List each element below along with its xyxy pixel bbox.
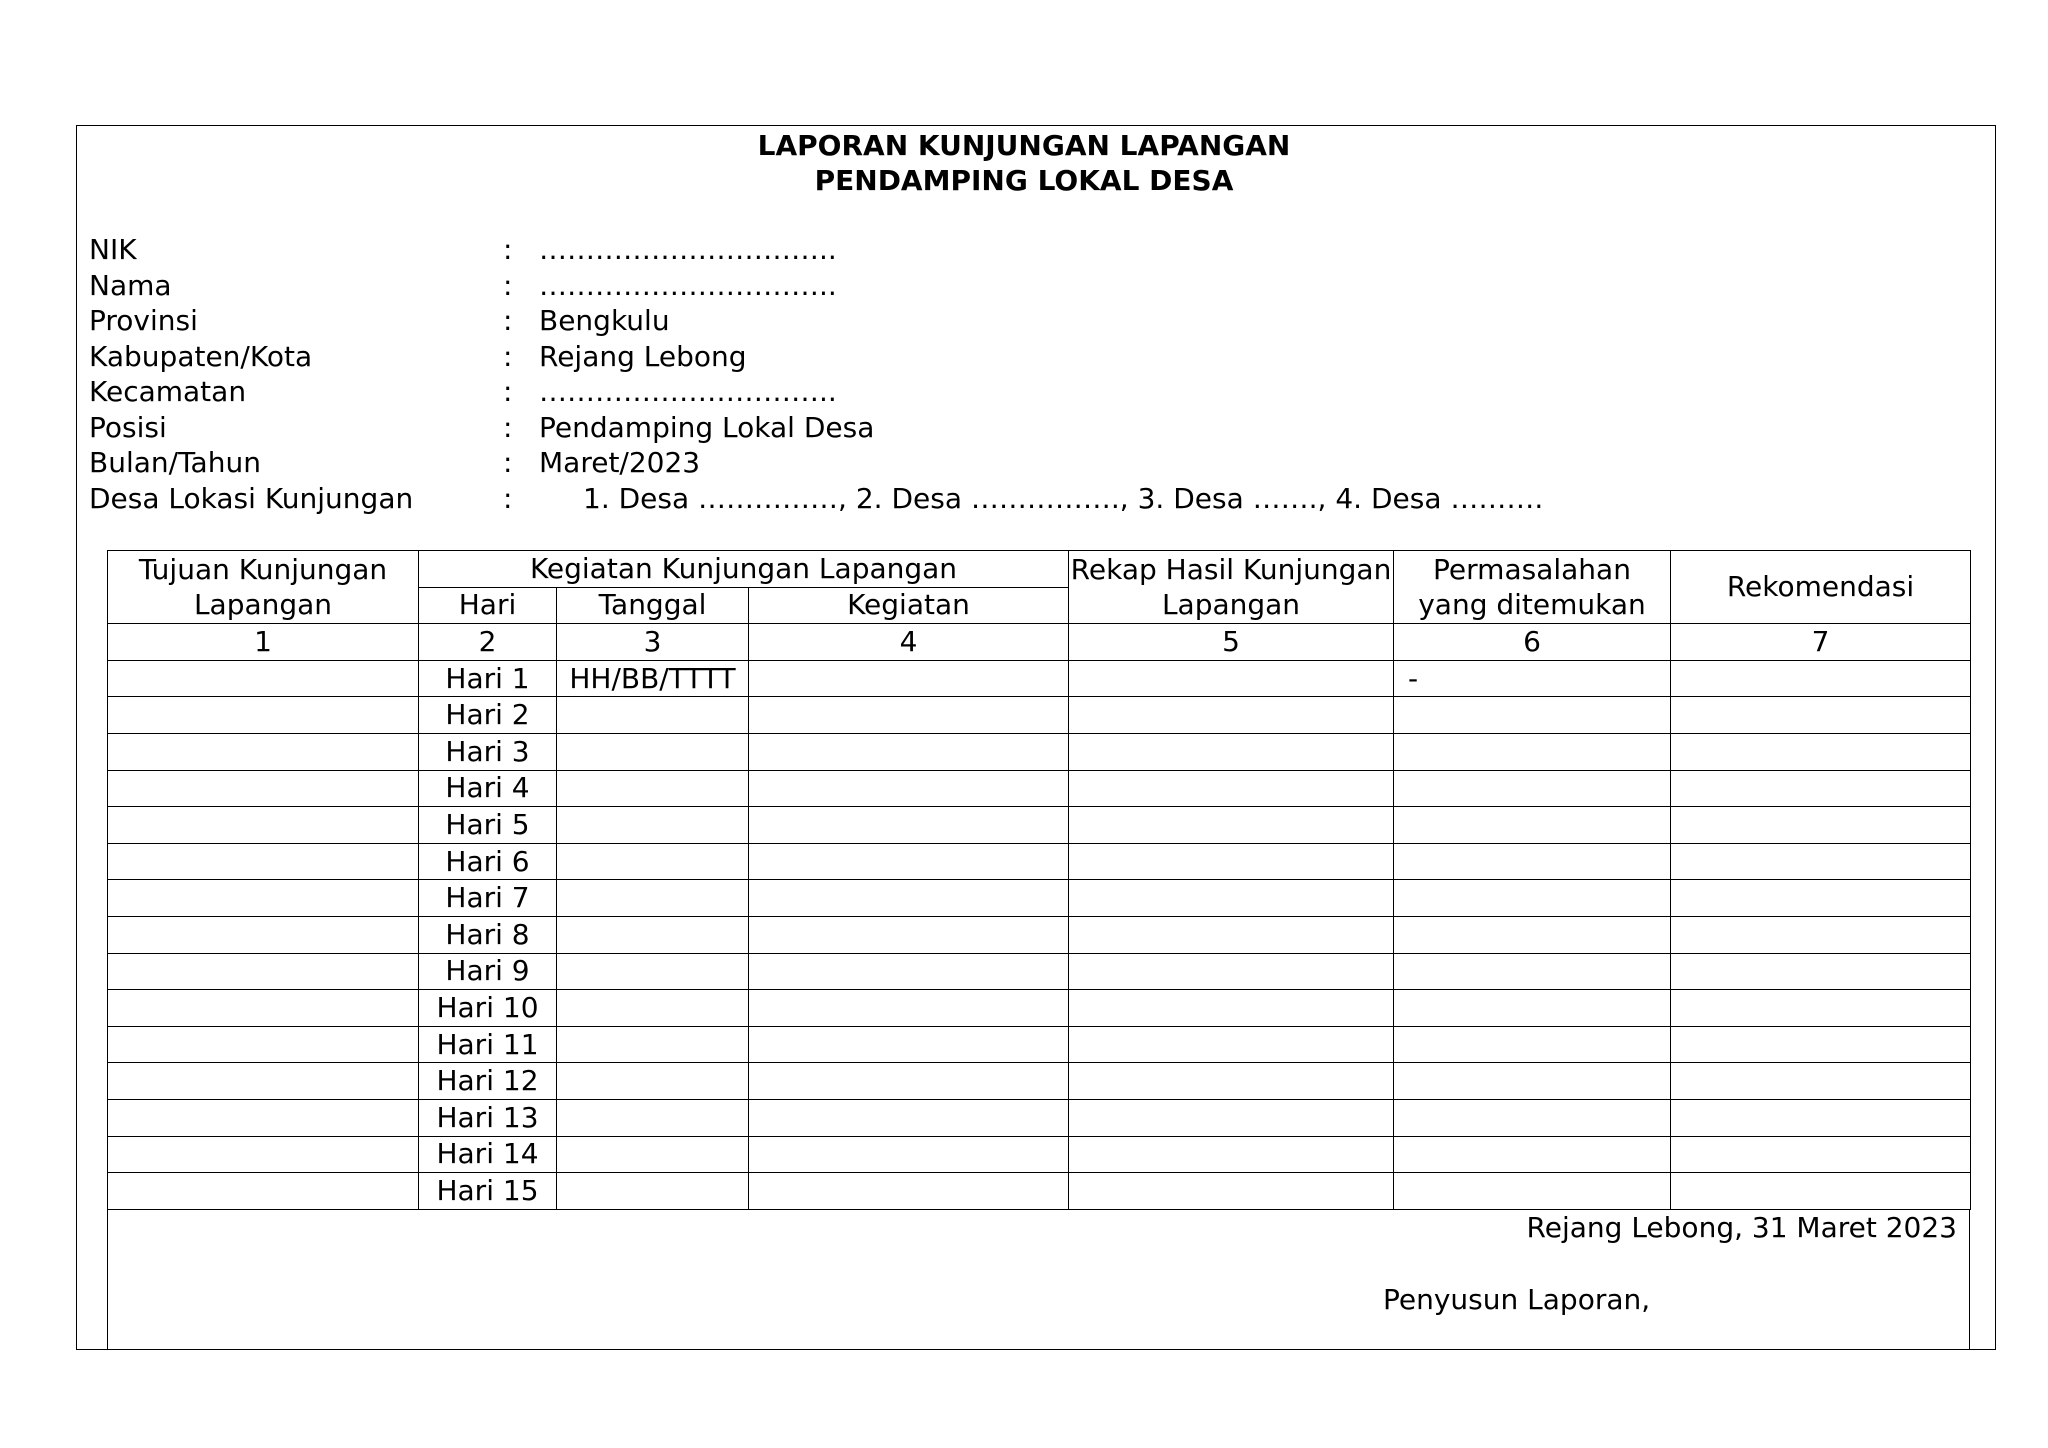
- cell-tujuan: [108, 916, 419, 953]
- field-value: Maret/2023: [539, 446, 701, 479]
- field-value: 1. Desa ……………, 2. Desa ……………., 3. Desa ……., 4. Desa ……….: [583, 481, 1544, 515]
- field-label: Kabupaten/Kota: [89, 339, 313, 373]
- header-kegiatan-group: Kegiatan Kunjungan Lapangan: [419, 551, 1069, 588]
- cell-permasalahan: [1394, 697, 1671, 734]
- field-colon: :: [503, 481, 513, 515]
- cell-rekap: [1069, 1136, 1394, 1173]
- cell-rekap: [1069, 953, 1394, 990]
- header-row-1: [108, 551, 1971, 588]
- cell-rekap: [1069, 770, 1394, 807]
- cell-rekap: [1069, 1173, 1394, 1210]
- cell-tanggal: [557, 733, 749, 770]
- cell-kegiatan: [749, 880, 1069, 917]
- cell-tujuan: [108, 660, 419, 697]
- table-row: [108, 880, 1971, 917]
- cell-tanggal: [557, 990, 749, 1027]
- cell-tujuan: [108, 880, 419, 917]
- cell-rekap: [1069, 1026, 1394, 1063]
- cell-hari: Hari 9: [419, 953, 557, 990]
- cell-permasalahan: [1394, 990, 1671, 1027]
- cell-rekomendasi: [1671, 1026, 1971, 1063]
- cell-rekomendasi: [1671, 1099, 1971, 1136]
- table-row: [108, 660, 1971, 697]
- cell-permasalahan: [1394, 1173, 1671, 1210]
- table-row: [108, 807, 1971, 844]
- field-value: Rejang Lebong: [539, 339, 747, 373]
- field-label: Desa Lokasi Kunjungan: [89, 481, 414, 515]
- column-number: 2: [419, 624, 557, 661]
- cell-permasalahan: [1394, 1026, 1671, 1063]
- cell-hari: Hari 12: [419, 1063, 557, 1100]
- cell-tujuan: [108, 1099, 419, 1136]
- cell-kegiatan: [749, 1136, 1069, 1173]
- field-value: …………………………..: [539, 375, 837, 408]
- cell-rekomendasi: [1671, 953, 1971, 990]
- field-value: …………………………..: [539, 233, 837, 266]
- cell-tanggal: [557, 953, 749, 990]
- cell-tanggal: [557, 880, 749, 917]
- cell-rekomendasi: [1671, 843, 1971, 880]
- cell-permasalahan: [1394, 1136, 1671, 1173]
- cell-tujuan: [108, 990, 419, 1027]
- column-number: 7: [1671, 624, 1971, 661]
- cell-tujuan: [108, 733, 419, 770]
- field-colon: :: [503, 339, 513, 373]
- cell-tanggal: [557, 1136, 749, 1173]
- field-label: Kecamatan: [89, 375, 247, 408]
- cell-tujuan: [108, 770, 419, 807]
- cell-tujuan: [108, 1136, 419, 1173]
- cell-tujuan: [108, 1026, 419, 1063]
- column-number: 4: [749, 624, 1069, 661]
- cell-tanggal: [557, 807, 749, 844]
- header-permasalahan: Permasalahan yang ditemukan: [1394, 551, 1671, 624]
- cell-rekap: [1069, 660, 1394, 697]
- cell-rekomendasi: [1671, 807, 1971, 844]
- field-label: Nama: [89, 268, 172, 302]
- cell-kegiatan: [749, 697, 1069, 734]
- field-colon: :: [503, 446, 513, 479]
- cell-rekap: [1069, 880, 1394, 917]
- table-row: [108, 1173, 1971, 1210]
- cell-tujuan: [108, 807, 419, 844]
- cell-rekap: [1069, 697, 1394, 734]
- cell-rekap: [1069, 1099, 1394, 1136]
- cell-tanggal: [557, 1173, 749, 1210]
- field-label: NIK: [89, 233, 137, 266]
- field-colon: :: [503, 375, 513, 408]
- cell-permasalahan: [1394, 1099, 1671, 1136]
- field-value: Pendamping Lokal Desa: [539, 410, 875, 444]
- cell-kegiatan: [749, 733, 1069, 770]
- cell-permasalahan: [1394, 843, 1671, 880]
- cell-tanggal: HH/BB/TTTT: [557, 660, 749, 697]
- cell-rekap: [1069, 807, 1394, 844]
- cell-kegiatan: [749, 1026, 1069, 1063]
- cell-tujuan: [108, 953, 419, 990]
- header-rekomendasi: Rekomendasi: [1671, 551, 1971, 624]
- cell-permasalahan: [1394, 880, 1671, 917]
- cell-permasalahan: [1394, 1063, 1671, 1100]
- cell-rekomendasi: [1671, 770, 1971, 807]
- cell-hari: Hari 6: [419, 843, 557, 880]
- column-number: 6: [1394, 624, 1671, 661]
- cell-kegiatan: [749, 770, 1069, 807]
- field-value: Bengkulu: [539, 304, 670, 337]
- table-row: [108, 953, 1971, 990]
- cell-hari: Hari 2: [419, 697, 557, 734]
- cell-hari: Hari 14: [419, 1136, 557, 1173]
- cell-kegiatan: [749, 1063, 1069, 1100]
- cell-permasalahan: [1394, 733, 1671, 770]
- cell-kegiatan: [749, 916, 1069, 953]
- cell-tujuan: [108, 1063, 419, 1100]
- cell-permasalahan: [1394, 916, 1671, 953]
- cell-kegiatan: [749, 990, 1069, 1027]
- cell-kegiatan: [749, 1099, 1069, 1136]
- cell-hari: Hari 13: [419, 1099, 557, 1136]
- cell-kegiatan: [749, 660, 1069, 697]
- cell-permasalahan: [1394, 770, 1671, 807]
- cell-tanggal: [557, 697, 749, 734]
- cell-permasalahan: -: [1394, 660, 1671, 697]
- field-label: Posisi: [89, 410, 167, 444]
- document-subtitle: PENDAMPING LOKAL DESA: [814, 164, 1234, 197]
- column-number: 1: [108, 624, 419, 661]
- cell-tanggal: [557, 1063, 749, 1100]
- table-row: [108, 1063, 1971, 1100]
- cell-rekomendasi: [1671, 660, 1971, 697]
- cell-hari: Hari 1: [419, 660, 557, 697]
- table-row: [108, 770, 1971, 807]
- table-row: [108, 843, 1971, 880]
- cell-tujuan: [108, 697, 419, 734]
- cell-kegiatan: [749, 843, 1069, 880]
- cell-tanggal: [557, 916, 749, 953]
- table-row: [108, 1099, 1971, 1136]
- cell-hari: Hari 11: [419, 1026, 557, 1063]
- cell-permasalahan: [1394, 807, 1671, 844]
- cell-rekomendasi: [1671, 880, 1971, 917]
- cell-tujuan: [108, 843, 419, 880]
- cell-rekap: [1069, 990, 1394, 1027]
- cell-hari: Hari 8: [419, 916, 557, 953]
- report-table: [107, 550, 1971, 1210]
- field-colon: :: [503, 410, 513, 444]
- header-tanggal: Tanggal: [557, 587, 749, 624]
- cell-kegiatan: [749, 953, 1069, 990]
- column-number: 5: [1069, 624, 1394, 661]
- cell-rekomendasi: [1671, 990, 1971, 1027]
- table-row: [108, 733, 1971, 770]
- cell-hari: Hari 4: [419, 770, 557, 807]
- field-label: Bulan/Tahun: [89, 446, 261, 479]
- cell-rekap: [1069, 733, 1394, 770]
- header-tujuan: Tujuan Kunjungan Lapangan: [108, 551, 419, 624]
- header-hari: Hari: [419, 587, 557, 624]
- header-rekap: Rekap Hasil Kunjungan Lapangan: [1069, 551, 1394, 624]
- cell-rekomendasi: [1671, 1136, 1971, 1173]
- cell-rekomendasi: [1671, 697, 1971, 734]
- field-value: …………………………..: [539, 268, 837, 302]
- field-colon: :: [503, 268, 513, 302]
- table-row: [108, 1136, 1971, 1173]
- signer-label: Penyusun Laporan,: [1383, 1283, 1651, 1316]
- cell-rekomendasi: [1671, 1063, 1971, 1100]
- field-colon: :: [503, 233, 513, 266]
- table-row: [108, 990, 1971, 1027]
- cell-rekomendasi: [1671, 1173, 1971, 1210]
- cell-hari: Hari 15: [419, 1173, 557, 1210]
- table-row: [108, 697, 1971, 734]
- cell-hari: Hari 7: [419, 880, 557, 917]
- cell-kegiatan: [749, 807, 1069, 844]
- cell-hari: Hari 10: [419, 990, 557, 1027]
- cell-tujuan: [108, 1173, 419, 1210]
- document-title: LAPORAN KUNJUNGAN LAPANGAN: [757, 129, 1291, 162]
- cell-rekomendasi: [1671, 916, 1971, 953]
- column-number-row: [108, 624, 1971, 661]
- cell-rekap: [1069, 843, 1394, 880]
- cell-tanggal: [557, 1099, 749, 1136]
- cell-tanggal: [557, 770, 749, 807]
- column-number: 3: [557, 624, 749, 661]
- table-row: [108, 916, 1971, 953]
- cell-hari: Hari 3: [419, 733, 557, 770]
- cell-kegiatan: [749, 1173, 1069, 1210]
- cell-rekap: [1069, 1063, 1394, 1100]
- cell-rekomendasi: [1671, 733, 1971, 770]
- field-label: Provinsi: [89, 304, 198, 337]
- cell-tanggal: [557, 1026, 749, 1063]
- cell-rekap: [1069, 916, 1394, 953]
- place-date: Rejang Lebong, 31 Maret 2023: [1526, 1211, 1957, 1244]
- field-colon: :: [503, 304, 513, 337]
- cell-permasalahan: [1394, 953, 1671, 990]
- header-kegiatan: Kegiatan: [749, 587, 1069, 624]
- cell-hari: Hari 5: [419, 807, 557, 844]
- signature-block: [107, 1209, 1970, 1350]
- cell-tanggal: [557, 843, 749, 880]
- table-row: [108, 1026, 1971, 1063]
